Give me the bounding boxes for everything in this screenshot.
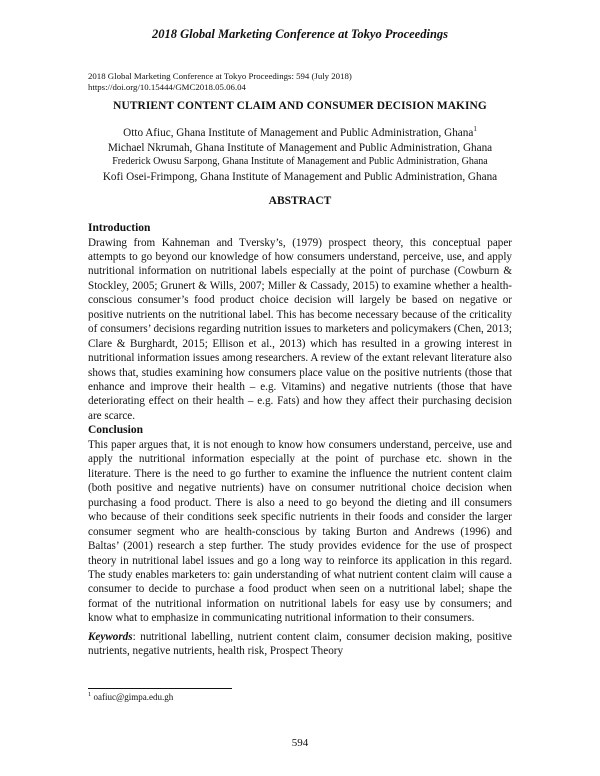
author-line: Frederick Owusu Sarpong, Ghana Institute of Management and Public Administration, Ghana [112, 156, 488, 167]
footnote-marker: 1 [88, 691, 92, 698]
abstract-heading: ABSTRACT [268, 195, 332, 207]
abstract-body [88, 221, 512, 626]
citation-line: 2018 Global Marketing Conference at Tokyo Proceedings: 594 (July 2018) [88, 71, 352, 81]
author-line [0, 126, 600, 141]
footnote-email[interactable]: oafiuc@gimpa.edu.gh [91, 692, 174, 702]
keywords-text: : nutritional labelling, nutrient content claim, consumer decision making, positive nutrients, negative nutrients, health risk, Prospect Theory [88, 631, 512, 658]
introduction-paragraph: Drawing from Kahneman and Tversky’s, (1979) prospect theory, this conceptual paper attempts to go beyond our knowledge of how consumers understand, perceive, use, and apply nutritional information on nutritional labels especially at the point of purchase (Cowburn & Stockley, 2005; Grunert & Wills, 2007; Miller & Cassady, 2015) to examine whether a health-conscious consumer’s food product choice decision will largely be based on negative or positive nutrients on the nutritional label. This has become necessary because of the criticality of consumers’ decisions regarding nutrition issues to marketers and policymakers (Chen, 2013; Clare & Burghardt, 2015; Ellison et al., 2013) which has resulted in a growing interest in nutritional information issues among researchers. A review of the extant relevant literature also shows that, studies examining how consumers place value on the positive nutrients (those that enhance and improve their health – e.g. Vitamins) and negative nutrients (those that have deteriorating effect on their health – e.g. Fats) and how they affect their purchasing decision are scarce. [88, 236, 512, 422]
conclusion-heading: Conclusion [88, 424, 143, 437]
author-list [0, 126, 600, 184]
doi-link[interactable]: https://doi.org/10.15444/GMC2018.05.06.04 [88, 82, 246, 92]
citation-block [88, 71, 528, 93]
running-head: 2018 Global Marketing Conference at Tokyo Proceedings [151, 27, 449, 41]
introduction-heading: Introduction [88, 222, 151, 234]
conclusion-paragraph: This paper argues that, it is not enough to know how consumers understand, perceive, use and apply the nutritional information especially at the point of purchase etc. shown in the literature. There is the need to go further to examine the influence the nutrient content claim (both positive and negative nutrients) have on consumer nutritional choice decision when purchasing a food product. There is also a need to go beyond the dieting and ill consumers who because of their conditions seek specific nutrients in their foods and consider the larger consumer segment who are health-conscious by taking Burton and Andrews (1996) and Baltas’ (2001) research a step further. The study provides evidence for the use of prospect theory in nutritional label issues and go a long way to reinforce its application in this regard. The study enables marketers to: gain understanding of what nutrient content claim will cause a consumer to decide to purchase a food product when seen on a nutritional label; shape the format of the nutritional information on nutritional labels for easy use by consumers; and know what to emphasize in communicating nutritional information to their consumers. [88, 438, 512, 625]
author-line: Kofi Osei-Frimpong, Ghana Institute of Management and Public Administration, Ghana [102, 170, 498, 183]
footnote-marker: 1 [473, 125, 477, 133]
author-name: Otto Afiuc, Ghana Institute of Management and Public Administration, Ghana [123, 127, 474, 139]
keywords-block [88, 630, 512, 659]
author-line: Michael Nkrumah, Ghana Institute of Management and Public Administration, Ghana [107, 141, 493, 154]
paper-title: NUTRIENT CONTENT CLAIM AND CONSUMER DECISION MAKING [113, 100, 487, 112]
footnote-divider [88, 688, 232, 689]
footnote [88, 692, 173, 702]
page-number: 594 [291, 737, 309, 749]
keywords-label: Keywords [88, 631, 133, 643]
